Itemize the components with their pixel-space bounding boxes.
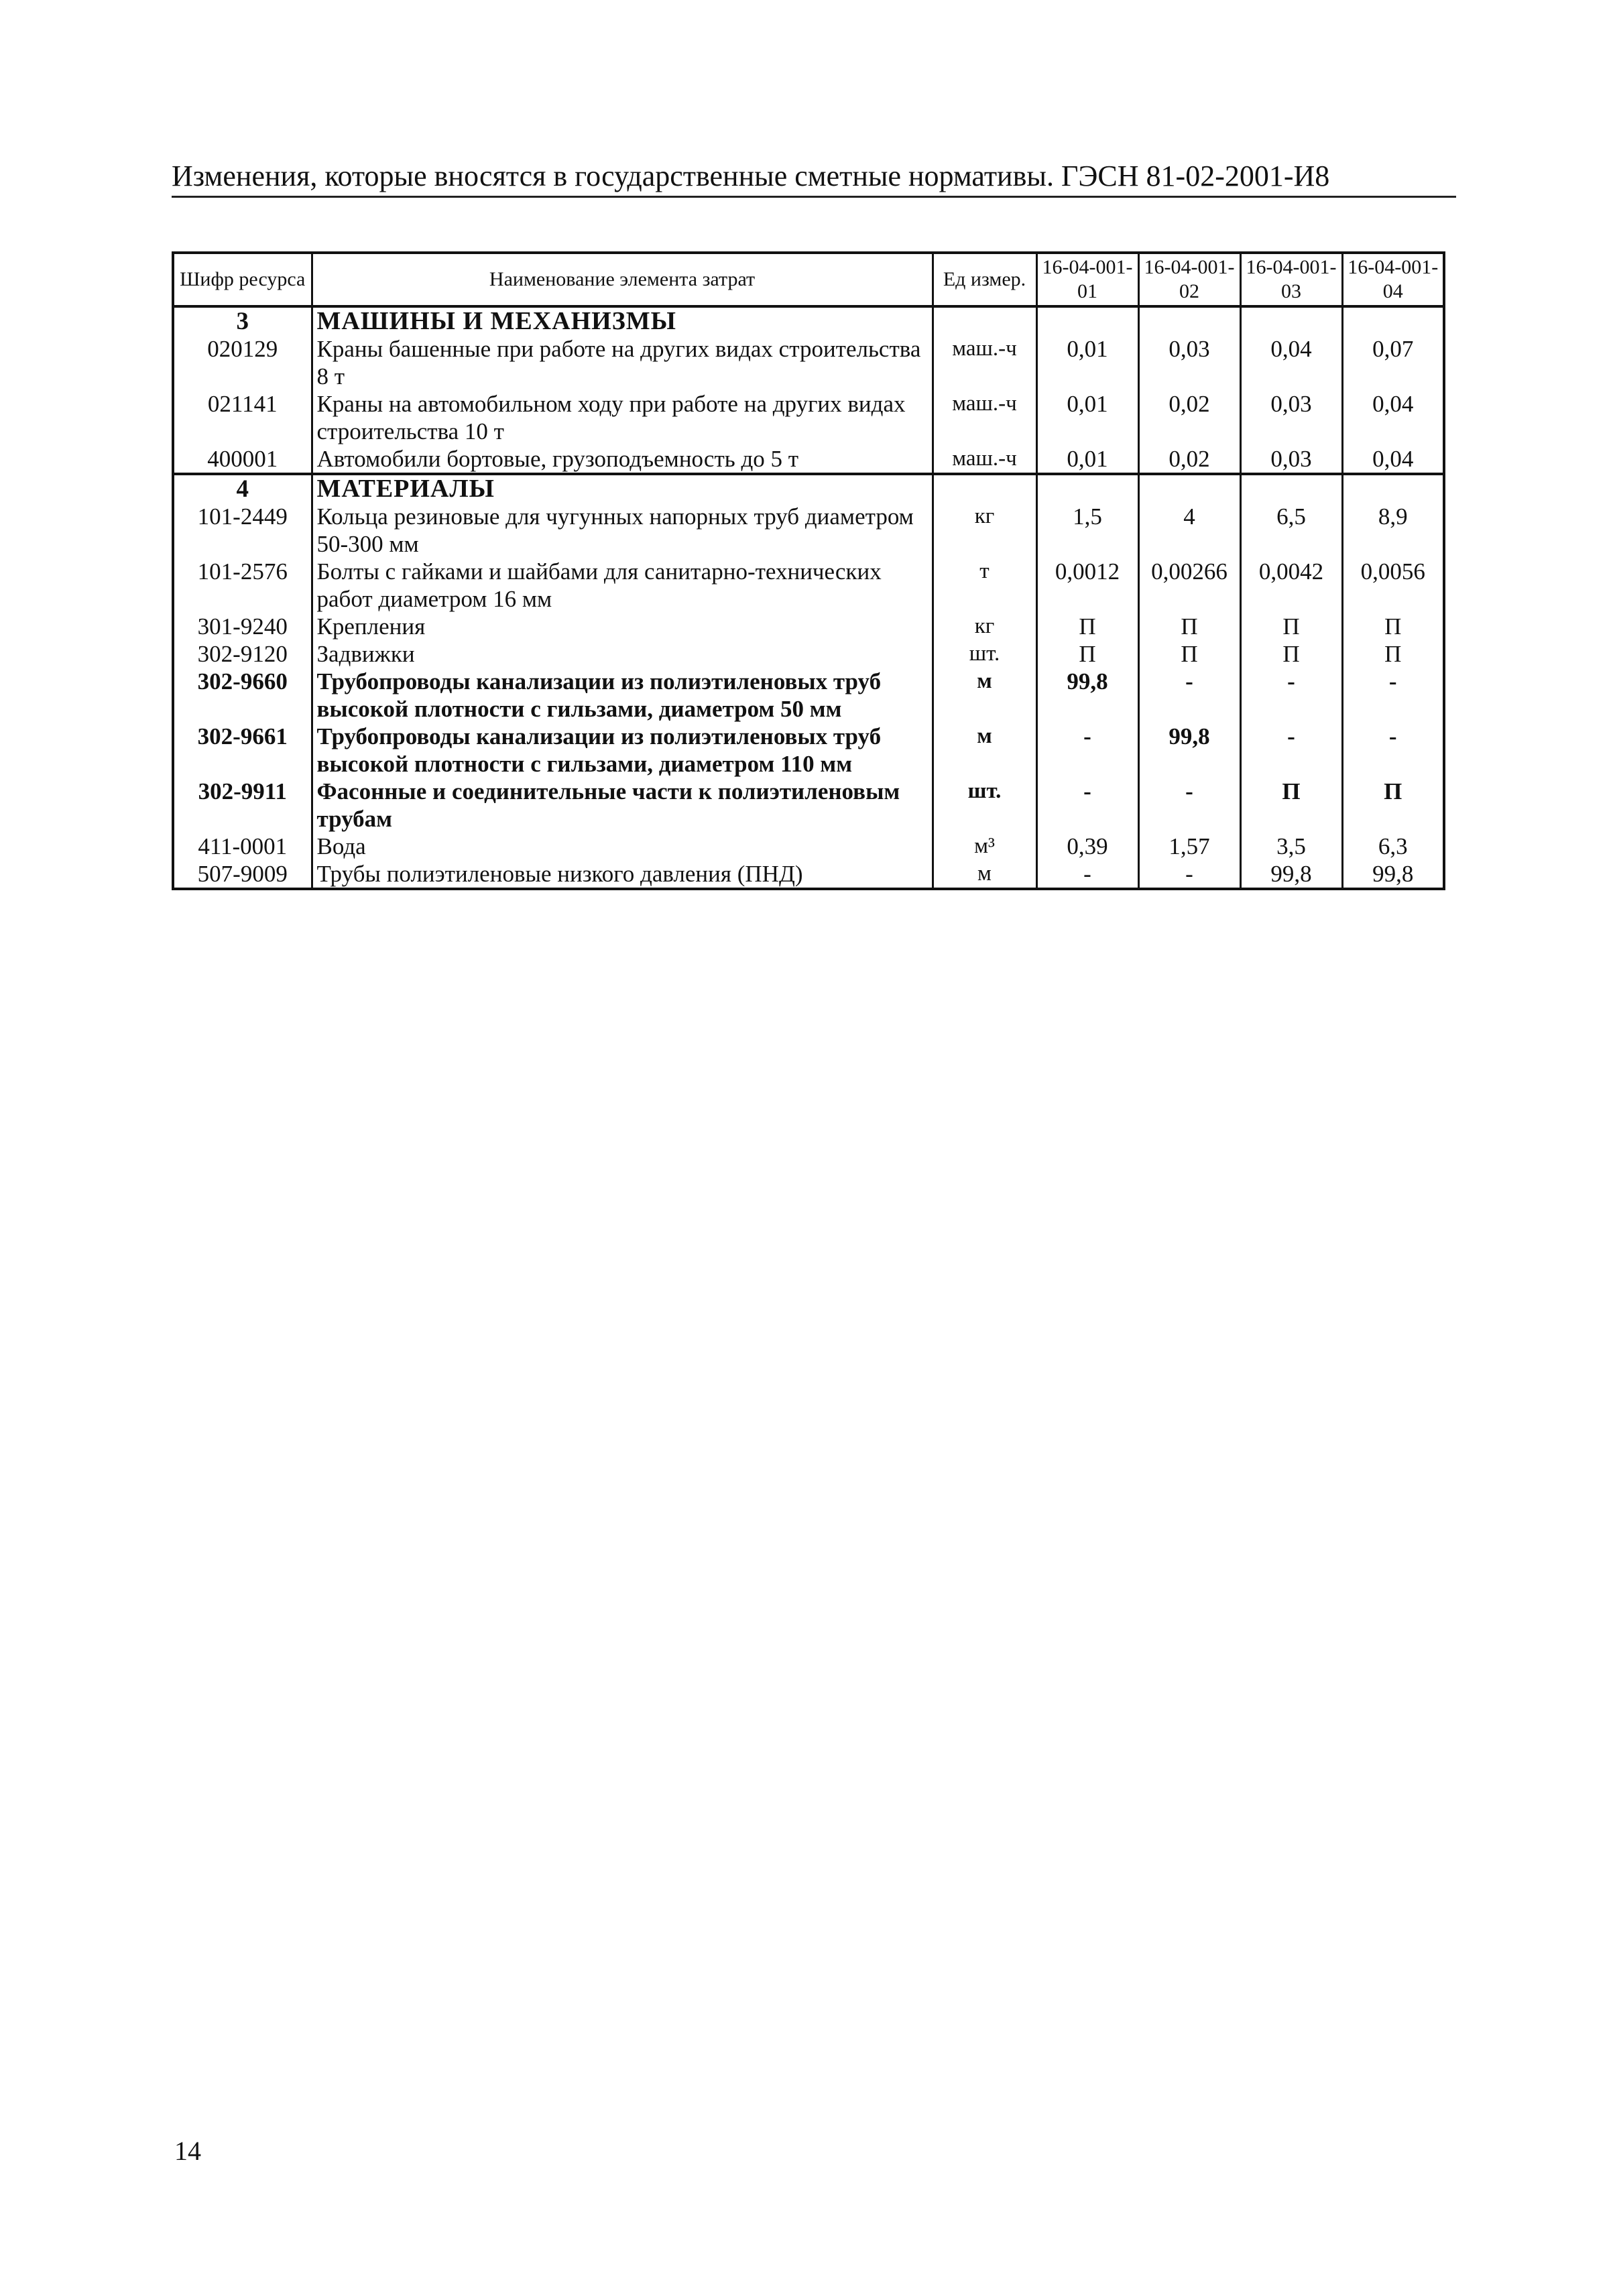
- section-title: МАШИНЫ И МЕХАНИЗМЫ: [312, 306, 933, 335]
- column-header-name: Наименование элемента затрат: [312, 253, 933, 306]
- table-header-row: [173, 253, 1444, 306]
- resource-code: 101-2449: [173, 503, 312, 558]
- value-cell: 0,03: [1240, 390, 1342, 445]
- document-header: Изменения, которые вносятся в государственные сметные нормативы. ГЭСН 81-02-2001-И8: [172, 160, 1456, 198]
- column-header-norm-1: 16-04-001-01: [1036, 253, 1138, 306]
- value-cell: 0,00266: [1138, 558, 1240, 613]
- value-cell: 0,02: [1138, 390, 1240, 445]
- value-cell: 8,9: [1342, 503, 1444, 558]
- value-cell: [1240, 306, 1342, 335]
- value-cell: 3,5: [1240, 833, 1342, 860]
- table-row: [173, 640, 1444, 668]
- resource-code: 101-2576: [173, 558, 312, 613]
- value-cell: 6,3: [1342, 833, 1444, 860]
- unit-cell: т: [933, 558, 1036, 613]
- value-cell: 0,0056: [1342, 558, 1444, 613]
- value-cell: П: [1240, 778, 1342, 833]
- value-cell: 0,0012: [1036, 558, 1138, 613]
- unit-cell: [933, 306, 1036, 335]
- table-row: [173, 445, 1444, 474]
- resource-name: Кольца резиновые для чугунных напорных труб диаметром 50-300 мм: [312, 503, 933, 558]
- unit-cell: кг: [933, 613, 1036, 640]
- table-row: [173, 558, 1444, 613]
- table-row: [173, 778, 1444, 833]
- resource-name: Трубы полиэтиленовые низкого давления (ПНД): [312, 860, 933, 889]
- resource-norms-table: [172, 251, 1445, 890]
- value-cell: 1,5: [1036, 503, 1138, 558]
- resource-code: 302-9911: [173, 778, 312, 833]
- value-cell: П: [1036, 613, 1138, 640]
- unit-cell: м: [933, 860, 1036, 889]
- value-cell: 0,01: [1036, 445, 1138, 474]
- value-cell: П: [1342, 613, 1444, 640]
- value-cell: 0,39: [1036, 833, 1138, 860]
- value-cell: 0,01: [1036, 390, 1138, 445]
- value-cell: -: [1342, 723, 1444, 778]
- unit-cell: маш.-ч: [933, 335, 1036, 390]
- value-cell: 0,03: [1240, 445, 1342, 474]
- value-cell: 99,8: [1138, 723, 1240, 778]
- value-cell: П: [1138, 640, 1240, 668]
- resource-code: 302-9661: [173, 723, 312, 778]
- unit-cell: м: [933, 723, 1036, 778]
- value-cell: -: [1036, 723, 1138, 778]
- resource-name: Краны на автомобильном ходу при работе на других видах строительства 10 т: [312, 390, 933, 445]
- value-cell: [1138, 306, 1240, 335]
- value-cell: 0,04: [1240, 335, 1342, 390]
- value-cell: [1342, 306, 1444, 335]
- resource-code: 3: [173, 306, 312, 335]
- value-cell: П: [1342, 640, 1444, 668]
- value-cell: 4: [1138, 503, 1240, 558]
- value-cell: [1342, 474, 1444, 503]
- column-header-unit: Ед измер.: [933, 253, 1036, 306]
- value-cell: 0,04: [1342, 445, 1444, 474]
- value-cell: 0,01: [1036, 335, 1138, 390]
- column-header-norm-2: 16-04-001-02: [1138, 253, 1240, 306]
- table-row: [173, 503, 1444, 558]
- value-cell: 1,57: [1138, 833, 1240, 860]
- table-row: [173, 613, 1444, 640]
- resource-code: 411-0001: [173, 833, 312, 860]
- table-row: [173, 723, 1444, 778]
- unit-cell: маш.-ч: [933, 390, 1036, 445]
- table-row: [173, 390, 1444, 445]
- unit-cell: м: [933, 668, 1036, 723]
- unit-cell: шт.: [933, 640, 1036, 668]
- resource-code: 301-9240: [173, 613, 312, 640]
- resource-name: Трубопроводы канализации из полиэтиленовых труб высокой плотности с гильзами, диаметром 110 мм: [312, 723, 933, 778]
- resource-code: 020129: [173, 335, 312, 390]
- resource-code: 021141: [173, 390, 312, 445]
- unit-cell: шт.: [933, 778, 1036, 833]
- value-cell: [1036, 306, 1138, 335]
- resource-name: Краны башенные при работе на других видах строительства 8 т: [312, 335, 933, 390]
- value-cell: [1138, 474, 1240, 503]
- table-row: [173, 860, 1444, 889]
- value-cell: 6,5: [1240, 503, 1342, 558]
- resource-code: 302-9120: [173, 640, 312, 668]
- value-cell: -: [1240, 668, 1342, 723]
- section-row: [173, 474, 1444, 503]
- value-cell: -: [1036, 860, 1138, 889]
- value-cell: -: [1240, 723, 1342, 778]
- value-cell: П: [1342, 778, 1444, 833]
- value-cell: П: [1240, 640, 1342, 668]
- resource-name: Фасонные и соединительные части к полиэтиленовым трубам: [312, 778, 933, 833]
- resource-code: 4: [173, 474, 312, 503]
- column-header-norm-4: 16-04-001-04: [1342, 253, 1444, 306]
- value-cell: [1240, 474, 1342, 503]
- resource-name: Крепления: [312, 613, 933, 640]
- unit-cell: [933, 474, 1036, 503]
- resource-name: Автомобили бортовые, грузоподъемность до 5 т: [312, 445, 933, 474]
- resource-name: Болты с гайками и шайбами для санитарно-технических работ диаметром 16 мм: [312, 558, 933, 613]
- column-header-code: Шифр ресурса: [173, 253, 312, 306]
- resource-code: 302-9660: [173, 668, 312, 723]
- value-cell: [1036, 474, 1138, 503]
- value-cell: 99,8: [1240, 860, 1342, 889]
- resource-name: Вода: [312, 833, 933, 860]
- value-cell: -: [1036, 778, 1138, 833]
- value-cell: -: [1138, 668, 1240, 723]
- unit-cell: кг: [933, 503, 1036, 558]
- unit-cell: маш.-ч: [933, 445, 1036, 474]
- resource-code: 507-9009: [173, 860, 312, 889]
- page-number: 14: [174, 2136, 201, 2166]
- value-cell: П: [1138, 613, 1240, 640]
- table-row: [173, 668, 1444, 723]
- section-title: МАТЕРИАЛЫ: [312, 474, 933, 503]
- table-row: [173, 833, 1444, 860]
- value-cell: -: [1138, 778, 1240, 833]
- unit-cell: м³: [933, 833, 1036, 860]
- value-cell: П: [1240, 613, 1342, 640]
- value-cell: -: [1342, 668, 1444, 723]
- column-header-norm-3: 16-04-001-03: [1240, 253, 1342, 306]
- value-cell: 99,8: [1036, 668, 1138, 723]
- value-cell: -: [1138, 860, 1240, 889]
- resource-name: Задвижки: [312, 640, 933, 668]
- value-cell: 0,07: [1342, 335, 1444, 390]
- resource-code: 400001: [173, 445, 312, 474]
- table-row: [173, 335, 1444, 390]
- value-cell: П: [1036, 640, 1138, 668]
- value-cell: 0,03: [1138, 335, 1240, 390]
- resource-name: Трубопроводы канализации из полиэтиленовых труб высокой плотности с гильзами, диаметром 50 мм: [312, 668, 933, 723]
- value-cell: 0,02: [1138, 445, 1240, 474]
- section-row: [173, 306, 1444, 335]
- value-cell: 0,0042: [1240, 558, 1342, 613]
- value-cell: 0,04: [1342, 390, 1444, 445]
- value-cell: 99,8: [1342, 860, 1444, 889]
